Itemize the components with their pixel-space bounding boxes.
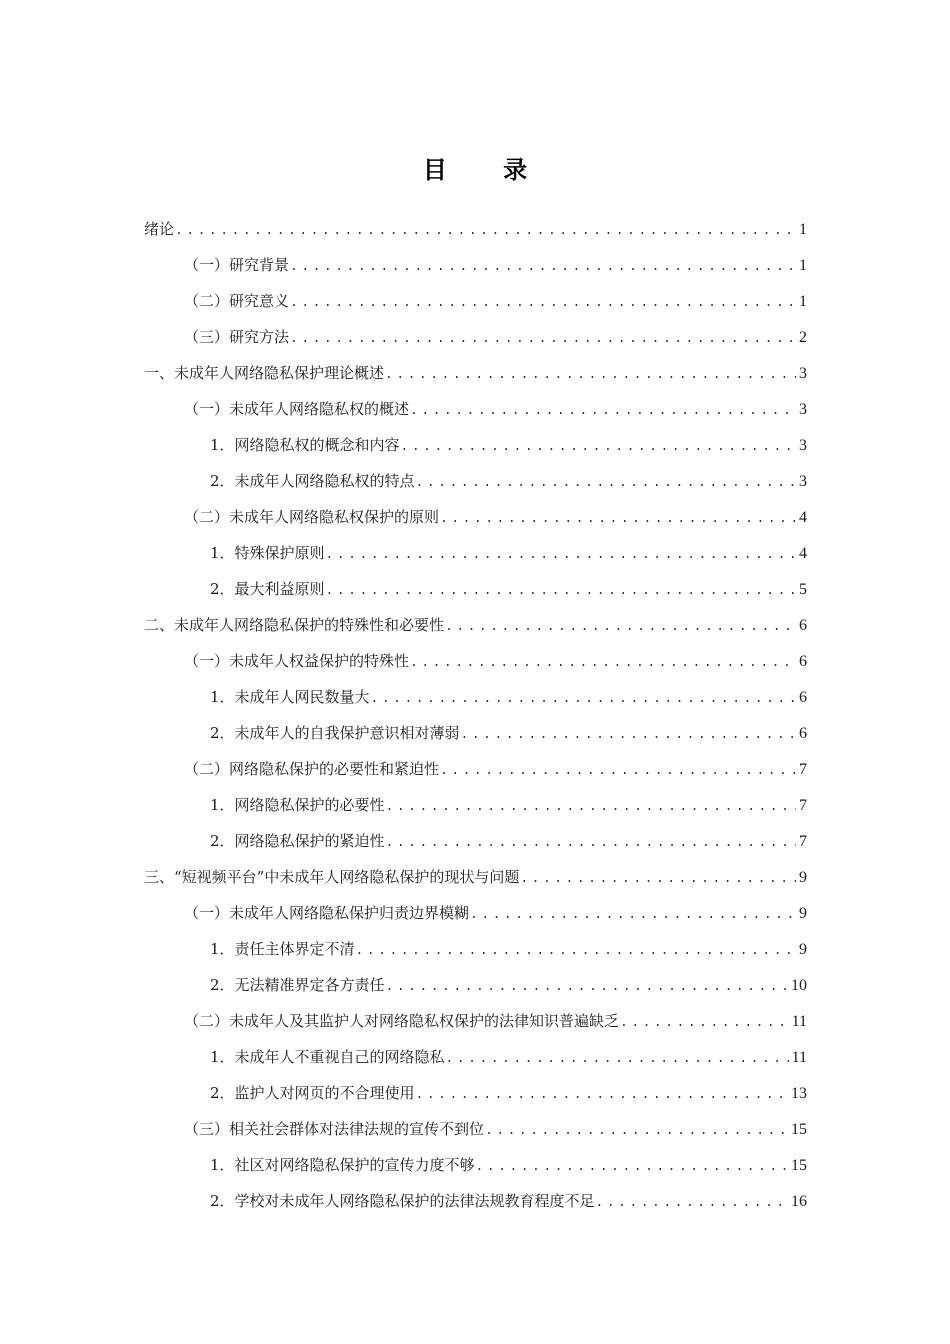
toc-page-number: 11 [791, 1013, 807, 1030]
toc-entry[interactable] [144, 1188, 807, 1224]
toc-page-number: 1 [799, 221, 807, 238]
toc-entry[interactable] [144, 468, 807, 504]
toc-page-number: 6 [799, 617, 807, 634]
dot-leader [386, 974, 788, 1000]
toc-entry-label: 1．特殊保护原则 [210, 544, 325, 562]
toc-entry[interactable] [144, 684, 807, 720]
toc-entry-label: （二）未成年人网络隐私权保护的原则 [184, 508, 440, 526]
toc-entry[interactable] [144, 504, 807, 540]
toc-page-number: 16 [791, 1193, 807, 1210]
toc-entry-label: （二）网络隐私保护的必要性和紧迫性 [184, 760, 440, 778]
dot-leader [326, 542, 796, 568]
dot-leader [410, 398, 796, 424]
toc-entry[interactable] [144, 1044, 807, 1080]
dot-leader [385, 362, 796, 388]
dot-leader [401, 434, 796, 460]
toc-entry[interactable] [144, 576, 807, 612]
toc-page-number: 15 [791, 1157, 807, 1174]
dot-leader [386, 794, 796, 820]
toc-page-number: 4 [799, 545, 807, 562]
toc-page-number: 1 [799, 293, 807, 310]
toc-page-number: 6 [799, 653, 807, 670]
toc-entry[interactable] [144, 648, 807, 684]
dot-leader [485, 1118, 788, 1144]
dot-leader [290, 254, 796, 280]
toc-entry[interactable] [144, 324, 807, 360]
toc-entry-label: 2．监护人对网页的不合理使用 [210, 1084, 415, 1102]
toc-entry[interactable] [144, 972, 807, 1008]
toc-page-number: 5 [799, 581, 807, 598]
toc-page-number: 3 [799, 365, 807, 382]
toc-entry-label: 2．无法精准界定各方责任 [210, 976, 385, 994]
toc-page-number: 7 [799, 833, 807, 850]
toc-entry[interactable] [144, 612, 807, 648]
toc-entry-label: （一）未成年人网络隐私保护归责边界模糊 [184, 904, 470, 922]
table-of-contents [144, 216, 807, 1224]
toc-entry[interactable] [144, 1152, 807, 1188]
toc-entry[interactable] [144, 252, 807, 288]
dot-leader [520, 866, 796, 892]
dot-leader [416, 470, 796, 496]
toc-page-number: 15 [791, 1121, 807, 1138]
toc-page-number: 3 [799, 473, 807, 490]
dot-leader [410, 650, 796, 676]
toc-page-number: 9 [799, 941, 807, 958]
dot-leader [356, 938, 796, 964]
toc-entry-label: （一）未成年人权益保护的特殊性 [184, 652, 410, 670]
dot-leader [290, 326, 796, 352]
dot-leader [440, 758, 796, 784]
toc-entry-label: 1．社区对网络隐私保护的宣传力度不够 [210, 1156, 475, 1174]
toc-page-number: 3 [799, 401, 807, 418]
toc-entry[interactable] [144, 1080, 807, 1116]
toc-entry[interactable] [144, 288, 807, 324]
toc-entry-label: 绪论 [144, 220, 175, 238]
dot-leader [596, 1190, 788, 1216]
toc-entry-label: （三）相关社会群体对法律法规的宣传不到位 [184, 1120, 485, 1138]
toc-page-number: 6 [799, 725, 807, 742]
dot-leader [620, 1010, 789, 1036]
toc-entry-label: 2．未成年人的自我保护意识相对薄弱 [210, 724, 460, 742]
toc-page-number: 13 [791, 1085, 807, 1102]
toc-entry[interactable] [144, 1008, 807, 1044]
toc-page-number: 11 [791, 1049, 807, 1066]
toc-page-number: 4 [799, 509, 807, 526]
toc-page-number: 6 [799, 689, 807, 706]
toc-entry-label: 2．学校对未成年人网络隐私保护的法律法规教育程度不足 [210, 1192, 595, 1210]
toc-entry[interactable] [144, 432, 807, 468]
toc-entry-label: 1．网络隐私权的概念和内容 [210, 436, 400, 454]
toc-entry[interactable] [144, 756, 807, 792]
toc-page-number: 7 [799, 761, 807, 778]
toc-entry[interactable] [144, 936, 807, 972]
toc-page-number: 10 [791, 977, 807, 994]
toc-entry[interactable] [144, 1116, 807, 1152]
toc-entry-label: （一）未成年人网络隐私权的概述 [184, 400, 410, 418]
dot-leader [290, 290, 796, 316]
toc-entry-label: 2．最大利益原则 [210, 580, 325, 598]
toc-entry-label: 二、未成年人网络隐私保护的特殊性和必要性 [144, 616, 445, 634]
toc-entry-label: （一）研究背景 [184, 256, 290, 274]
toc-entry[interactable] [144, 792, 807, 828]
dot-leader [440, 506, 796, 532]
dot-leader [476, 1154, 788, 1180]
toc-entry[interactable] [144, 720, 807, 756]
toc-entry[interactable] [144, 216, 807, 252]
toc-page-number: 1 [799, 257, 807, 274]
toc-page-number: 2 [799, 329, 807, 346]
toc-page-number: 9 [799, 905, 807, 922]
toc-entry-label: 1．未成年人不重视自己的网络隐私 [210, 1048, 445, 1066]
toc-entry-label: 三、“短视频平台”中未成年人网络隐私保护的现状与问题 [144, 868, 520, 886]
toc-page-number: 3 [799, 437, 807, 454]
toc-entry-label: 2．网络隐私保护的紧迫性 [210, 832, 385, 850]
dot-leader [371, 686, 796, 712]
toc-entry-label: 1．责任主体界定不清 [210, 940, 355, 958]
toc-entry-label: （二）研究意义 [184, 292, 290, 310]
toc-entry-label: （二）未成年人及其监护人对网络隐私权保护的法律知识普遍缺乏 [184, 1012, 620, 1030]
toc-entry[interactable] [144, 396, 807, 432]
toc-entry-label: 2．未成年人网络隐私权的特点 [210, 472, 415, 490]
toc-title: 目 录 [422, 156, 552, 184]
toc-entry[interactable] [144, 864, 807, 900]
toc-entry[interactable] [144, 828, 807, 864]
toc-entry-label: 1．未成年人网民数量大 [210, 688, 370, 706]
dot-leader [175, 218, 796, 244]
dot-leader [326, 578, 796, 604]
toc-entry[interactable] [144, 540, 807, 576]
dot-leader [386, 830, 796, 856]
dot-leader [461, 722, 796, 748]
toc-entry-label: 1．网络隐私保护的必要性 [210, 796, 385, 814]
dot-leader [446, 1046, 789, 1072]
toc-entry-label: （三）研究方法 [184, 328, 290, 346]
toc-page-number: 9 [799, 869, 807, 886]
dot-leader [416, 1082, 788, 1108]
toc-entry[interactable] [144, 900, 807, 936]
toc-entry-label: 一、未成年人网络隐私保护理论概述 [144, 364, 385, 382]
toc-page-number: 7 [799, 797, 807, 814]
dot-leader [445, 614, 796, 640]
dot-leader [470, 902, 796, 928]
toc-entry[interactable] [144, 360, 807, 396]
